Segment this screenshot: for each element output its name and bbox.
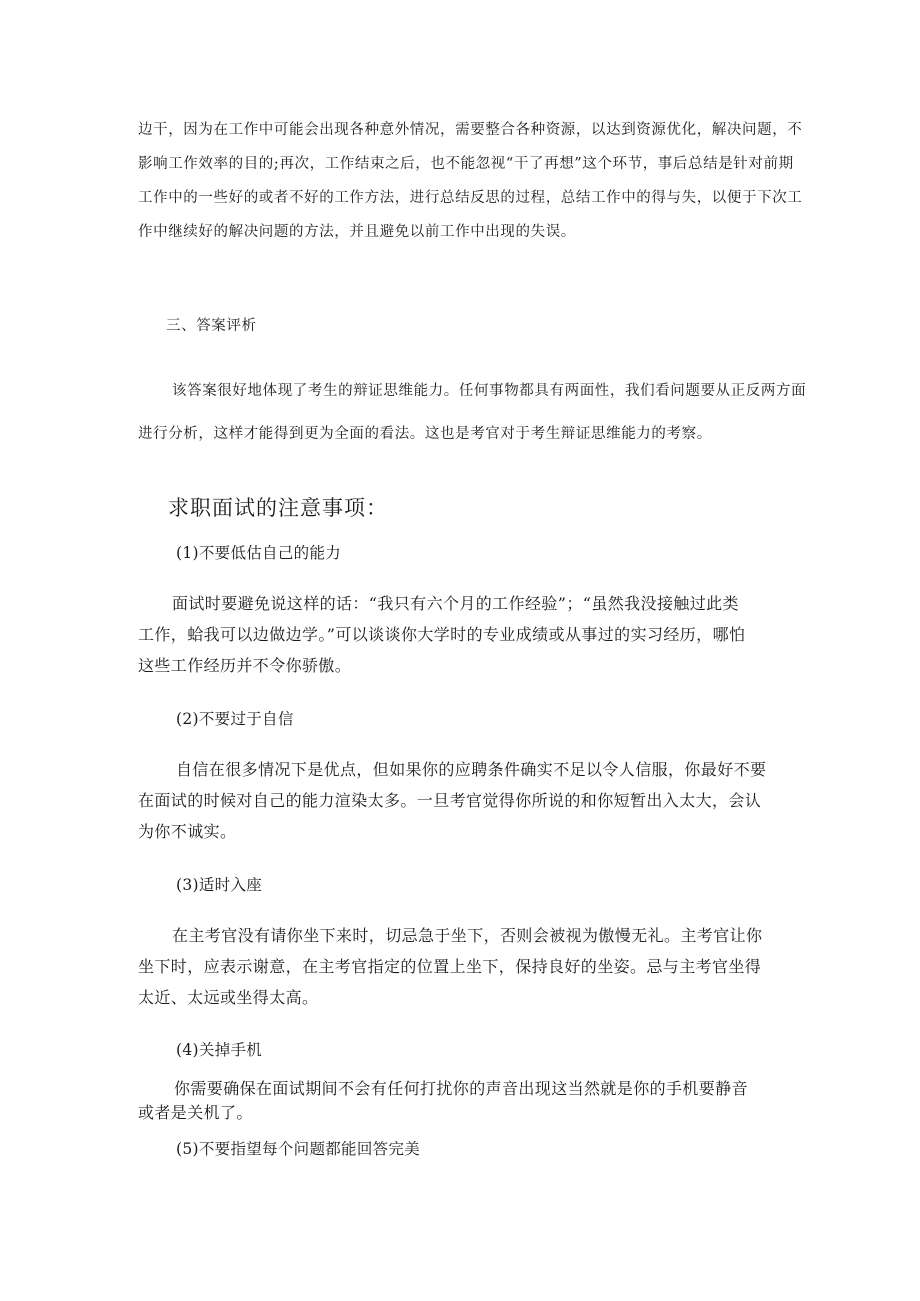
notes-heading: 求职面试的注意事项：	[168, 496, 388, 520]
item-body-line: 工作，蛤我可以边做边学。”可以谈谈你大学时的专业成绩或从事过的实习经历，哪怕	[138, 625, 746, 644]
item-title: (5)不要指望每个问题都能回答完美	[176, 1140, 421, 1158]
paragraph-line: 作中继续好的解决问题的方法，并且避免以前工作中出现的失误。	[138, 224, 576, 240]
item-body-line: 你需要确保在面试期间不会有任何打扰你的声音出现这当然就是你的手机要静音	[174, 1079, 749, 1098]
item-body-line: 或者是关机了。	[138, 1103, 253, 1122]
item-title: (1)不要低估自己的能力	[176, 544, 342, 562]
paragraph-line: 影响工作效率的目的;再次，工作结束之后，也不能忽视“干了再想”这个环节，事后总结是针对前期	[138, 156, 794, 172]
paragraph-line: 该答案很好地体现了考生的辩证思维能力。任何事物都具有两面性，我们看问题要从正反两方面	[172, 383, 807, 399]
item-title: (4)关掉手机	[176, 1041, 263, 1059]
item-body-line: 自信在很多情况下是优点，但如果你的应聘条件确实不足以令人信服，你最好不要	[176, 760, 767, 779]
item-body	[138, 593, 745, 686]
item-body-line: 在主考官没有请你坐下来时，切忌急于坐下，否则会被视为傲慢无礼。主考官让你	[172, 926, 763, 945]
item-body-line: 为你不诚实。	[138, 822, 237, 841]
paragraph-line: 工作中的一些好的或者不好的工作方法，进行总结反思的过程，总结工作中的得与失，以便于下次工	[138, 190, 803, 206]
item-body-line: 坐下时，应表示谢意，在主考官指定的位置上坐下，保持良好的坐姿。忌与主考官坐得	[138, 957, 762, 976]
item-body-line: 太近、太远或坐得太高。	[138, 988, 319, 1007]
item-body-line: 面试时要避免说这样的话：“我只有六个月的工作经验”；“虽然我没接触过此类	[172, 594, 739, 613]
item-body	[138, 925, 762, 1018]
item-body	[138, 759, 766, 852]
paragraph-line: 边干，因为在工作中可能会出现各种意外情况，需要整合各种资源，以达到资源优化，解决问题，不	[138, 122, 803, 138]
item-body-line: 在面试的时候对自己的能力渲染太多。一旦考官觉得你所说的和你短暂出入太大，会认	[138, 791, 762, 810]
item-body-line: 这些工作经历并不令你骄傲。	[138, 656, 352, 675]
analysis-paragraph	[138, 381, 806, 458]
item-body	[138, 1078, 748, 1126]
paragraph-line: 进行分析，这样才能得到更为全面的看法。这也是考官对于考生辩证思维能力的考察。	[138, 426, 712, 442]
item-title: (3)适时入座	[176, 876, 263, 894]
item-title: (2)不要过于自信	[176, 710, 294, 728]
top-paragraph	[138, 120, 802, 256]
section-heading-answer-analysis: 三、答案评析	[166, 318, 257, 334]
